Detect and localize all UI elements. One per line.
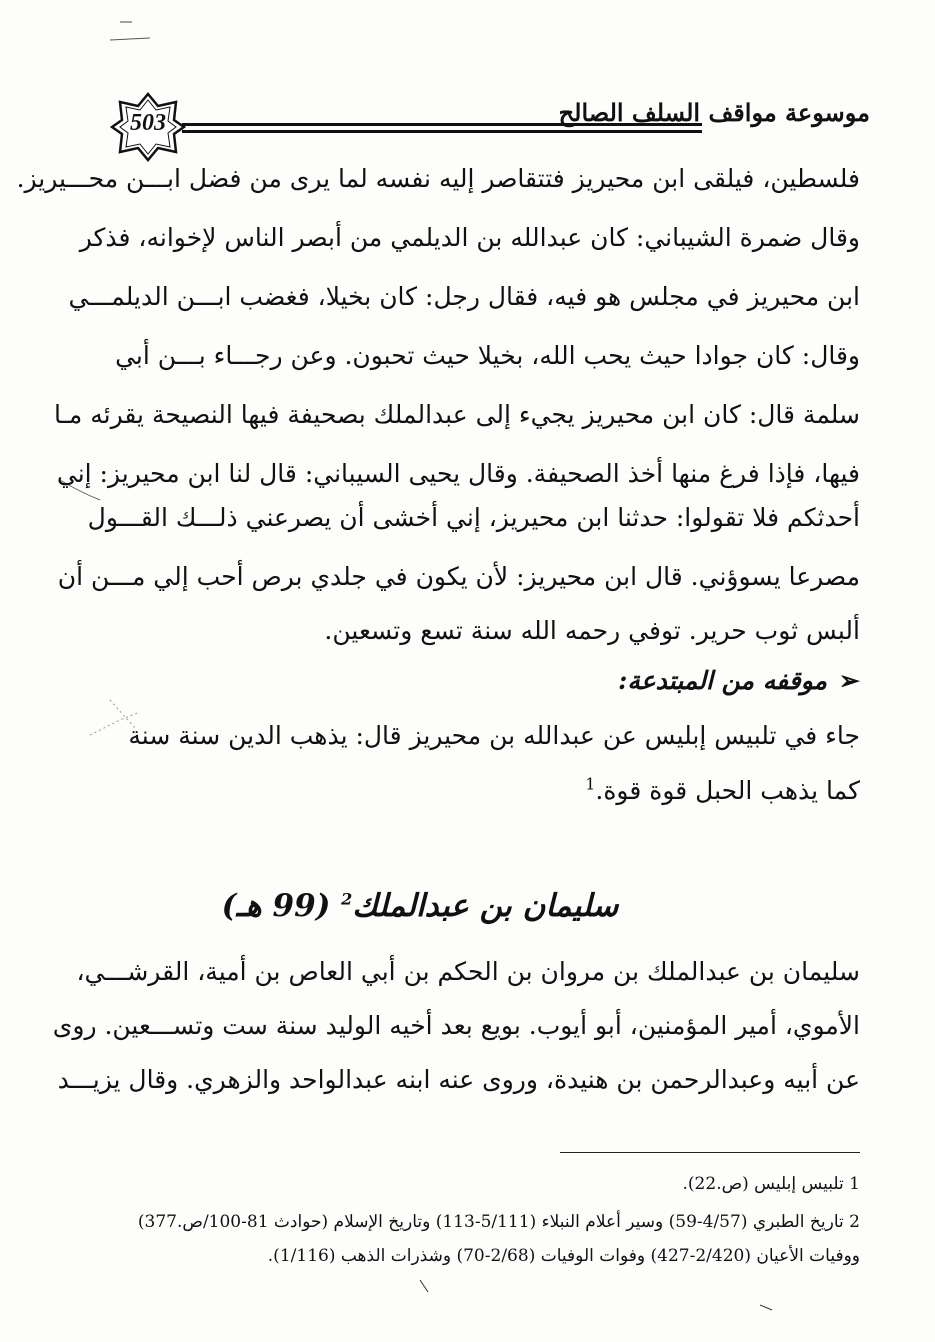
arrow-bullet-icon: ➢ <box>839 666 860 695</box>
footnote-separator <box>560 1152 860 1153</box>
body-line-2: وقال ضمرة الشيباني: كان عبدالله بن الديلمي من أبصر الناس لإخوانه، فذكر <box>79 223 860 252</box>
section-title-year: (99 هـ) <box>221 888 331 924</box>
quote-line-1: جاء في تلبيس إبليس عن عبدالله بن محيريز قال: يذهب الدين سنة سنة <box>128 721 860 750</box>
quote-line-2-text: كما يذهب الحبل قوة قوة. <box>595 776 860 805</box>
subheading-text: موقفه من المبتدعة: <box>618 666 828 695</box>
subheading <box>400 666 860 695</box>
section-title <box>200 888 640 924</box>
footnote-2: 2 تاريخ الطبري (4/57-59) وسير أعلام النبلاء (5/111-113) وتاريخ الإسلام (حوادث 81-100/ص.377) <box>137 1212 860 1232</box>
body-line-7: أحدثكم فلا تقولوا: حدثنا ابن محيريز، إني أخشى أن يصرعني ذلـــك القـــول <box>87 503 860 532</box>
section-line-1: سليمان بن عبدالملك بن مروان بن الحكم بن أبي العاص بن أمية، القرشـــي، <box>76 957 860 986</box>
quote-line-2 <box>160 775 860 807</box>
page-header <box>110 92 870 162</box>
body-line-6: فيها، فإذا فرغ منها أخذ الصحيفة. وقال يحيى السيباني: قال لنا ابن محيريز: إني <box>56 459 860 488</box>
body-line-1: فلسطين، فيلقى ابن محيريز فتتقاصر إليه نفسه لما يرى من فضل ابـــن محـــيريز. <box>16 164 860 193</box>
body-line-9: ألبس ثوب حرير. توفي رحمه الله سنة تسع وتسعين. <box>324 616 860 645</box>
body-line-5: سلمة قال: كان ابن محيريز يجيء إلى عبدالملك بصحيفة فيها النصيحة يقرئه مـا <box>53 400 860 429</box>
section-line-3: عن أبيه وعبدالرحمن بن هنيدة، وروى عنه ابنه عبدالواحد والزهري. وقال يزيـــد <box>57 1065 860 1094</box>
body-line-8: مصرعا يسوؤني. قال ابن محيريز: لأن يكون في جلدي برص أحب إلي مـــن أن <box>57 562 860 591</box>
section-line-2: الأموي، أمير المؤمنين، أبو أيوب. بويع بعد أخيه الوليد سنة ست وتســـعين. روى <box>52 1011 860 1040</box>
section-title-name: سليمان بن عبدالملك <box>352 888 619 924</box>
book-title: موسوعة مواقف السلف الصالح <box>558 98 870 127</box>
footnote-1: 1 تلبيس إبليس (ص.22). <box>682 1174 860 1194</box>
page-number-badge <box>110 92 186 162</box>
footnote-ref-1: 1 <box>585 774 596 794</box>
body-line-4: وقال: كان جوادا حيث يحب الله، بخيلا حيث تحبون. وعن رجـــاء بـــن أبي <box>115 341 860 370</box>
footnote-ref-2: 2 <box>341 889 353 909</box>
page-number: 503 <box>130 110 166 136</box>
footnote-2-cont: ووفيات الأعيان (2/420-427) وفوات الوفيات (2/68-70) وشذرات الذهب (1/116). <box>267 1246 860 1266</box>
body-line-3: ابن محيريز في مجلس هو فيه، فقال رجل: كان بخيلا، فغضب ابـــن الديلمـــي <box>68 282 860 311</box>
